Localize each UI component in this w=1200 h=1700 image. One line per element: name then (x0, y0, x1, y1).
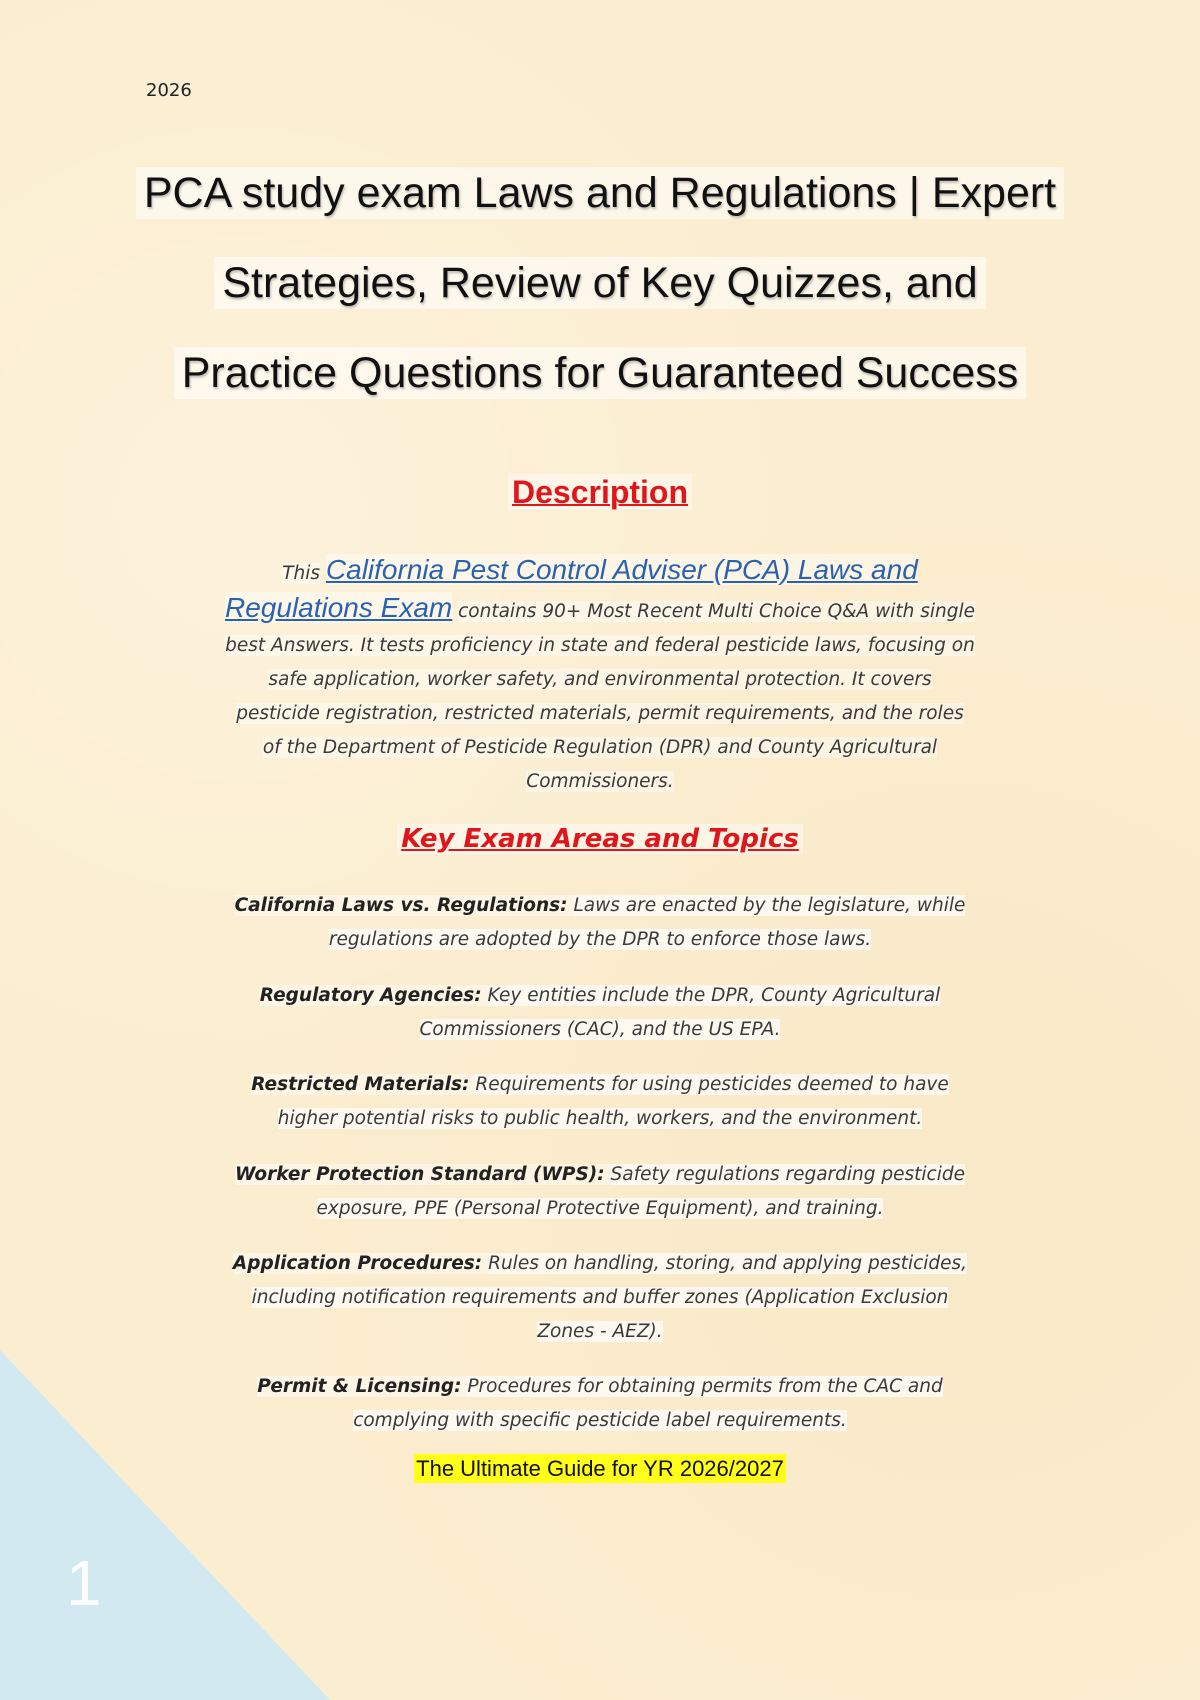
page-number: 1 (66, 1547, 102, 1619)
description-heading-text: Description (508, 474, 692, 510)
topics-heading-text: Key Exam Areas and Topics (397, 824, 803, 854)
topic-term: Application Procedures: (232, 1253, 483, 1274)
topic-item (230, 1247, 970, 1349)
topic-text: Laws are enacted by the legislature, while regulations are adopted by the DPR to enforce those laws. (328, 895, 966, 950)
topic-term: Worker Protection Standard (WPS): (235, 1164, 605, 1185)
topic-text: Key entities include the DPR, County Agricultural Commissioners (CAC), and the US EPA. (419, 985, 941, 1040)
topic-text: Requirements for using pesticides deemed to have higher potential risks to public health, workers, and the environment. (277, 1074, 949, 1129)
title-line-3: Practice Questions for Guaranteed Success (174, 347, 1027, 399)
topic-item (230, 1370, 970, 1438)
topic-term: Permit & Licensing: (257, 1376, 462, 1397)
description-paragraph (225, 553, 975, 799)
guide-note-text: The Ultimate Guide for YR 2026/2027 (416, 1456, 784, 1481)
topic-text: Rules on handling, storing, and applying pesticides, including notification requirements and buffer zones (Application Exclusion Zones - AEZ). (251, 1253, 968, 1342)
topic-item (230, 1068, 970, 1136)
topic-term: California Laws vs. Regulations: (234, 895, 568, 916)
topics-heading (0, 824, 1200, 854)
topic-term: Restricted Materials: (251, 1074, 470, 1095)
title-line-1: PCA study exam Laws and Regulations | Expert (136, 167, 1064, 219)
title-line-2: Strategies, Review of Key Quizzes, and (214, 257, 985, 309)
description-intro: This (282, 563, 321, 584)
page-title (100, 148, 1100, 418)
topic-item (230, 889, 970, 957)
topic-text: Safety regulations regarding pesticide exposure, PPE (Personal Protective Equipment), and training. (316, 1164, 965, 1219)
topic-item (230, 1158, 970, 1226)
exam-link[interactable]: California Pest Control Adviser (PCA) Laws and Regulations Exam (225, 554, 918, 623)
description-heading (0, 474, 1200, 511)
header-year: 2026 (146, 80, 192, 101)
topic-item (230, 979, 970, 1047)
guide-note (0, 1456, 1200, 1482)
topic-term: Regulatory Agencies: (259, 985, 482, 1006)
topic-text: Procedures for obtaining permits from the CAC and complying with specific pesticide label requirements. (353, 1376, 943, 1431)
description-body: contains 90+ Most Recent Multi Choice Q&A with single best Answers. It tests proficiency in state and federal pesticide laws, focusing on safe application, worker safety, and environmental protection. It covers pesticide registration, restricted materials, permit requirements, and the roles of the Department of Pesticide Regulation (DPR) and County Agricultural Commissioners. (225, 601, 975, 792)
